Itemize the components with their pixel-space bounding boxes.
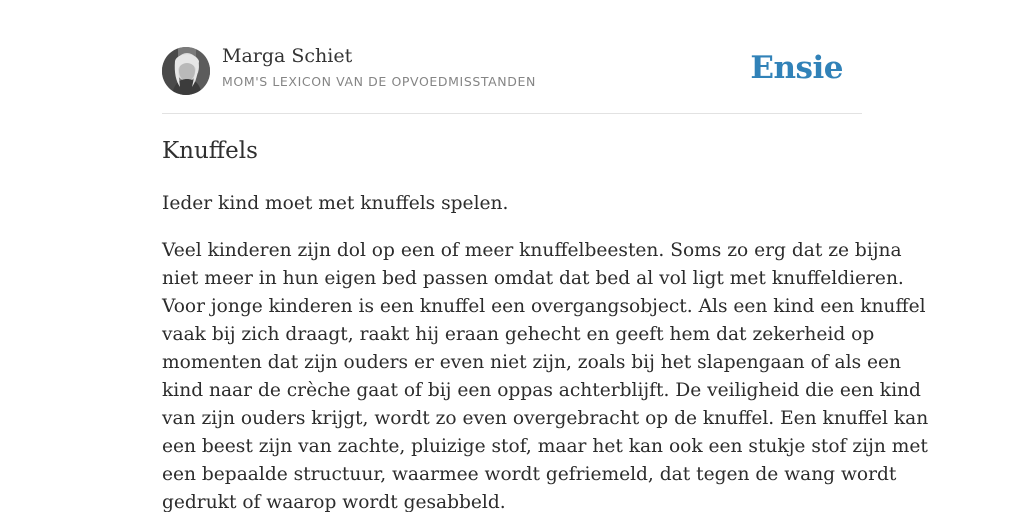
body-line: van zijn ouders krijgt, wordt zo even overgebracht op de knuffel. Een knuffel kan xyxy=(162,408,929,429)
ensie-logo[interactable]: Ensie xyxy=(750,50,843,86)
body-line: momenten dat zijn ouders er even niet zijn, zoals bij het slapengaan of als een xyxy=(162,352,902,373)
article-title: Knuffels xyxy=(162,138,258,164)
body-line: niet meer in hun eigen bed passen omdat dat bed al vol ligt met knuffeldieren. xyxy=(162,268,904,289)
body-line: vaak bij zich draagt, raakt hij eraan gehecht en geeft hem dat zekerheid op xyxy=(162,324,875,345)
body-line: kind naar de crèche gaat of bij een oppas achterblijft. De veiligheid die een kind xyxy=(162,380,921,401)
article-header xyxy=(162,0,862,114)
article-body xyxy=(162,237,929,512)
article-intro: Ieder kind moet met knuffels spelen. xyxy=(162,193,509,214)
body-line: gedrukt of waarop wordt gesabbeld. xyxy=(162,492,506,512)
avatar[interactable] xyxy=(162,47,210,95)
body-line: een bepaalde structuur, waarmee wordt gefriemeld, dat tegen de wang wordt xyxy=(162,464,897,485)
author-name[interactable]: Marga Schiet xyxy=(222,45,353,67)
body-line: Voor jonge kinderen is een knuffel een overgangsobject. Als een kind een knuffel xyxy=(162,296,926,317)
publication-name[interactable]: MOM'S LEXICON VAN DE OPVOEDMISSTANDEN xyxy=(222,74,536,89)
body-line: Veel kinderen zijn dol op een of meer knuffelbeesten. Soms zo erg dat ze bijna xyxy=(162,240,902,261)
body-line: een beest zijn van zachte, pluizige stof, maar het kan ook een stukje stof zijn met xyxy=(162,436,928,457)
article-container xyxy=(162,0,929,512)
author-photo xyxy=(162,47,210,95)
